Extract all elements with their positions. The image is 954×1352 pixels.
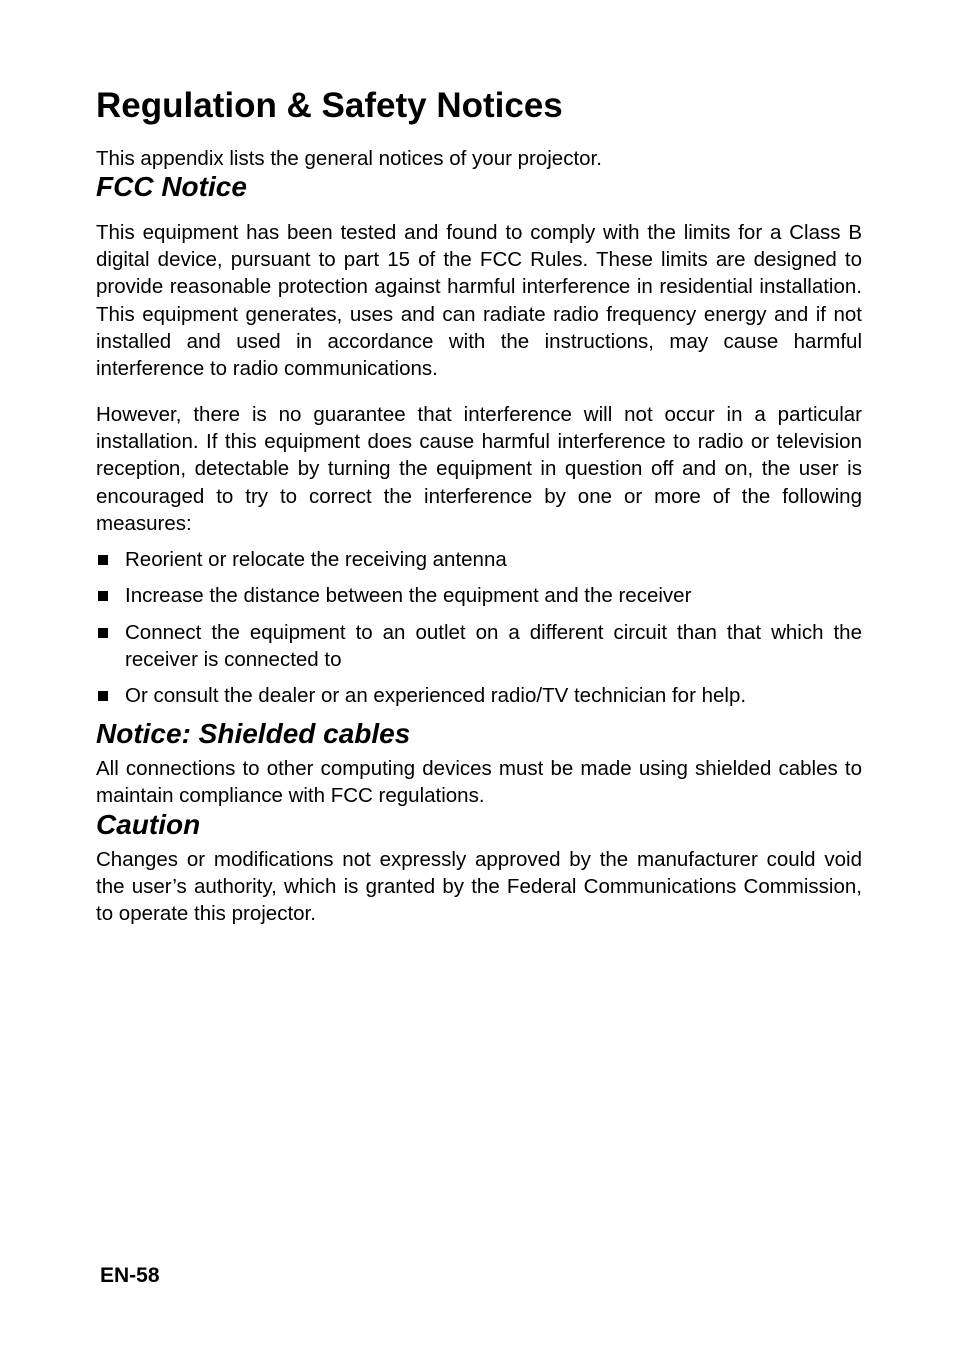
fcc-paragraph-2: However, there is no guarantee that interference will not occur in a particular installation. If this equipment does cause harmful interference to radio or television reception, detectable by turning the equipment in question off and on, the user is encouraged to try to correct the interference by one or more of the following measures: (96, 403, 862, 535)
caution-text: Changes or modifications not expressly approved by the manufacturer could void the user’s authority, which is granted by the Federal Communications Commission, to operate this projector. (96, 848, 862, 926)
list-item (96, 682, 862, 709)
shielded-cables-text: All connections to other computing devices must be made using shielded cables to maintain compliance with FCC regulations. (96, 757, 862, 808)
fcc-paragraph-1: This equipment has been tested and found to comply with the limits for a Class B digital device, pursuant to part 15 of the FCC Rules. These limits are designed to provide reasonable protection against harmful interference in residential installation. This equipment generates, uses and can radiate radio frequency energy and if not installed and used in accordance with the instructions, may cause harmful interference to radio communications. (96, 221, 862, 381)
list-item (96, 582, 862, 609)
list-item-text: Increase the distance between the equipment and the receiver (125, 584, 692, 607)
shielded-cables-heading: Notice: Shielded cables (96, 718, 411, 749)
list-item-text: Connect the equipment to an outlet on a different circuit than that which the receiver is connected to (125, 621, 862, 672)
square-bullet-icon (98, 691, 108, 701)
square-bullet-icon (98, 591, 108, 601)
fcc-notice-heading: FCC Notice (96, 171, 247, 202)
caution-heading: Caution (96, 809, 201, 840)
intro-text: This appendix lists the general notices of your projector. (96, 147, 602, 170)
list-item (96, 546, 862, 573)
page-number: EN-58 (100, 1264, 160, 1287)
page-title: Regulation & Safety Notices (96, 86, 563, 125)
list-item-text: Or consult the dealer or an experienced radio/TV technician for help. (125, 684, 747, 707)
square-bullet-icon (98, 555, 108, 565)
square-bullet-icon (98, 628, 108, 638)
list-item-text: Reorient or relocate the receiving antenna (125, 548, 507, 571)
list-item (96, 619, 862, 673)
